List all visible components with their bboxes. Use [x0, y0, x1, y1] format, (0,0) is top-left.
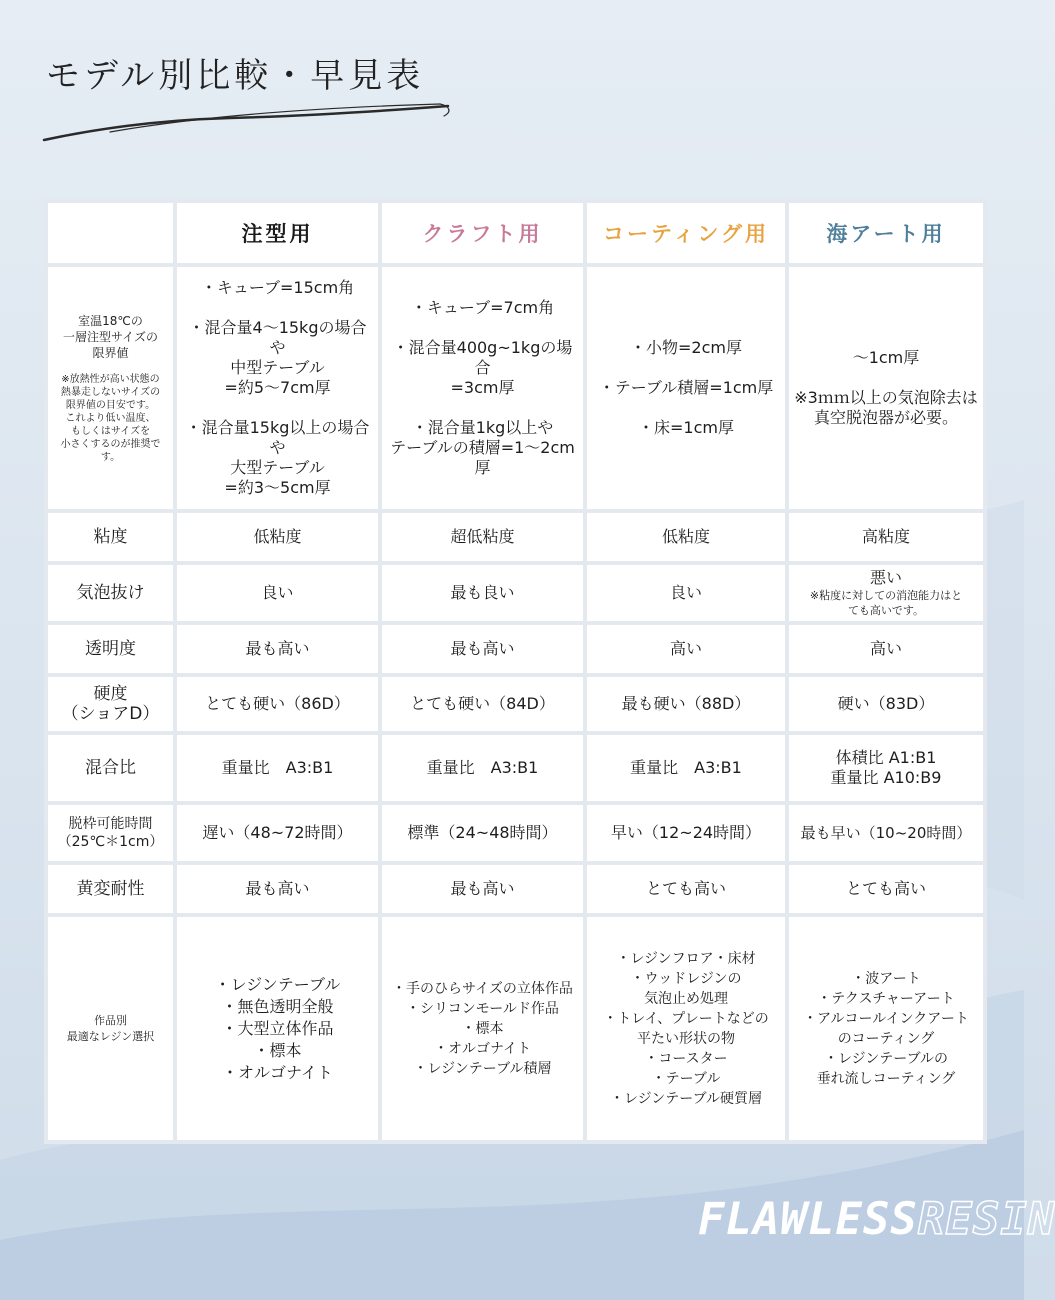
cell-craft: 最も高い	[380, 863, 585, 915]
cell-coating: とても高い	[585, 863, 787, 915]
table-row	[46, 803, 985, 863]
cell-pour: とても硬い（86D）	[175, 675, 380, 733]
table-row	[46, 511, 985, 563]
cell-coating: 良い	[585, 563, 787, 623]
row-label: 混合比	[46, 733, 175, 803]
cell-pour: 最も高い	[175, 863, 380, 915]
row-label: 作品別 最適なレジン選択	[46, 915, 175, 1142]
cell-sea-art: 高粘度	[787, 511, 985, 563]
cell-pour: ・レジンテーブル ・無色透明全般 ・大型立体作品 ・標本 ・オルゴナイト	[175, 915, 380, 1142]
cell-coating: 高い	[585, 623, 787, 675]
row-label: 気泡抜け	[46, 563, 175, 623]
header-coating: コーティング用	[585, 201, 787, 265]
table-row	[46, 863, 985, 915]
cell-sea-art: 体積比 A1:B1 重量比 A10:B9	[787, 733, 985, 803]
cell-sea-art-value: 悪い	[869, 568, 902, 587]
cell-sea-art-note: ※粘度に対しての消泡能力はと ても高いです。	[809, 589, 963, 617]
header-sea-art: 海アート用	[787, 201, 985, 265]
row-label-note: ※放熱性が高い状態の 熱暴走しないサイズの 限界値の目安です。 これより低い温度、 もしくはサイズを 小さくするのが推奨です。	[60, 373, 161, 463]
table-row	[46, 265, 985, 511]
cell-coating: ・レジンフロア・床材 ・ウッドレジンの 気泡止め処理 ・トレイ、プレートなどの 平たい形状の物 ・コースター ・テーブル ・レジンテーブル硬質層	[585, 915, 787, 1142]
table-row	[46, 675, 985, 733]
cell-sea-art	[787, 563, 985, 623]
row-label	[46, 265, 175, 511]
comparison-table	[44, 199, 987, 1144]
table-row	[46, 733, 985, 803]
cell-craft: 最も高い	[380, 623, 585, 675]
row-label: 粘度	[46, 511, 175, 563]
cell-pour: 遅い（48~72時間）	[175, 803, 380, 863]
cell-craft: ・手のひらサイズの立体作品 ・シリコンモールド作品 ・標本 ・オルゴナイト ・レジンテーブル積層	[380, 915, 585, 1142]
cell-coating: 重量比 A3:B1	[585, 733, 787, 803]
table-row	[46, 563, 985, 623]
brand-logo	[698, 1196, 1055, 1244]
cell-craft: 超低粘度	[380, 511, 585, 563]
cell-craft: 標準（24~48時間）	[380, 803, 585, 863]
cell-craft: 重量比 A3:B1	[380, 733, 585, 803]
cell-sea-art: 硬い（83D）	[787, 675, 985, 733]
table-row	[46, 623, 985, 675]
cell-sea-art: ・波アート ・テクスチャーアート ・アルコールインクアート のコーティング ・レジンテーブルの 垂れ流しコーティング	[787, 915, 985, 1142]
cell-craft: 最も良い	[380, 563, 585, 623]
cell-coating: 最も硬い（88D）	[585, 675, 787, 733]
cell-pour: 重量比 A3:B1	[175, 733, 380, 803]
table-row	[46, 915, 985, 1142]
decorative-swoosh	[40, 98, 460, 148]
header-corner	[46, 201, 175, 265]
brand-logo-flawless: FLAWLESS	[698, 1194, 918, 1245]
header-pour: 注型用	[175, 201, 380, 265]
cell-sea-art: ～1cm厚 ※3ｍｍ以上の気泡除去は 真空脱泡器が必要。	[787, 265, 985, 511]
cell-pour: 最も高い	[175, 623, 380, 675]
cell-sea-art: 高い	[787, 623, 985, 675]
cell-coating: ・小物=2cm厚 ・テーブル積層=1cm厚 ・床=1cm厚	[585, 265, 787, 511]
row-label: 脱枠可能時間 （25℃＊1cm）	[46, 803, 175, 863]
row-label: 黄変耐性	[46, 863, 175, 915]
cell-pour: 低粘度	[175, 511, 380, 563]
cell-sea-art: とても高い	[787, 863, 985, 915]
cell-pour: ・キューブ=15cm角 ・混合量4～15kgの場合や 中型テーブル =約5～7cm厚 ・混合量15kg以上の場合や 大型テーブル =約3～5cm厚	[175, 265, 380, 511]
brand-logo-resin: RESIN	[917, 1194, 1055, 1245]
cell-sea-art: 最も早い（10~20時間）	[787, 803, 985, 863]
row-label-text: 室温18℃の 一層注型サイズの 限界値	[62, 313, 159, 360]
cell-craft: とても硬い（84D）	[380, 675, 585, 733]
cell-coating: 低粘度	[585, 511, 787, 563]
row-label: 透明度	[46, 623, 175, 675]
page-title: モデル別比較・早見表	[46, 56, 425, 96]
header-row	[46, 201, 985, 265]
cell-pour: 良い	[175, 563, 380, 623]
cell-craft: ・キューブ=7cm角 ・混合量400g~1kgの場合 =3cm厚 ・混合量1kg以上や テーブルの積層=1～2cm厚	[380, 265, 585, 511]
header-craft: クラフト用	[380, 201, 585, 265]
row-label: 硬度 （ショアD）	[46, 675, 175, 733]
cell-coating: 早い（12~24時間）	[585, 803, 787, 863]
